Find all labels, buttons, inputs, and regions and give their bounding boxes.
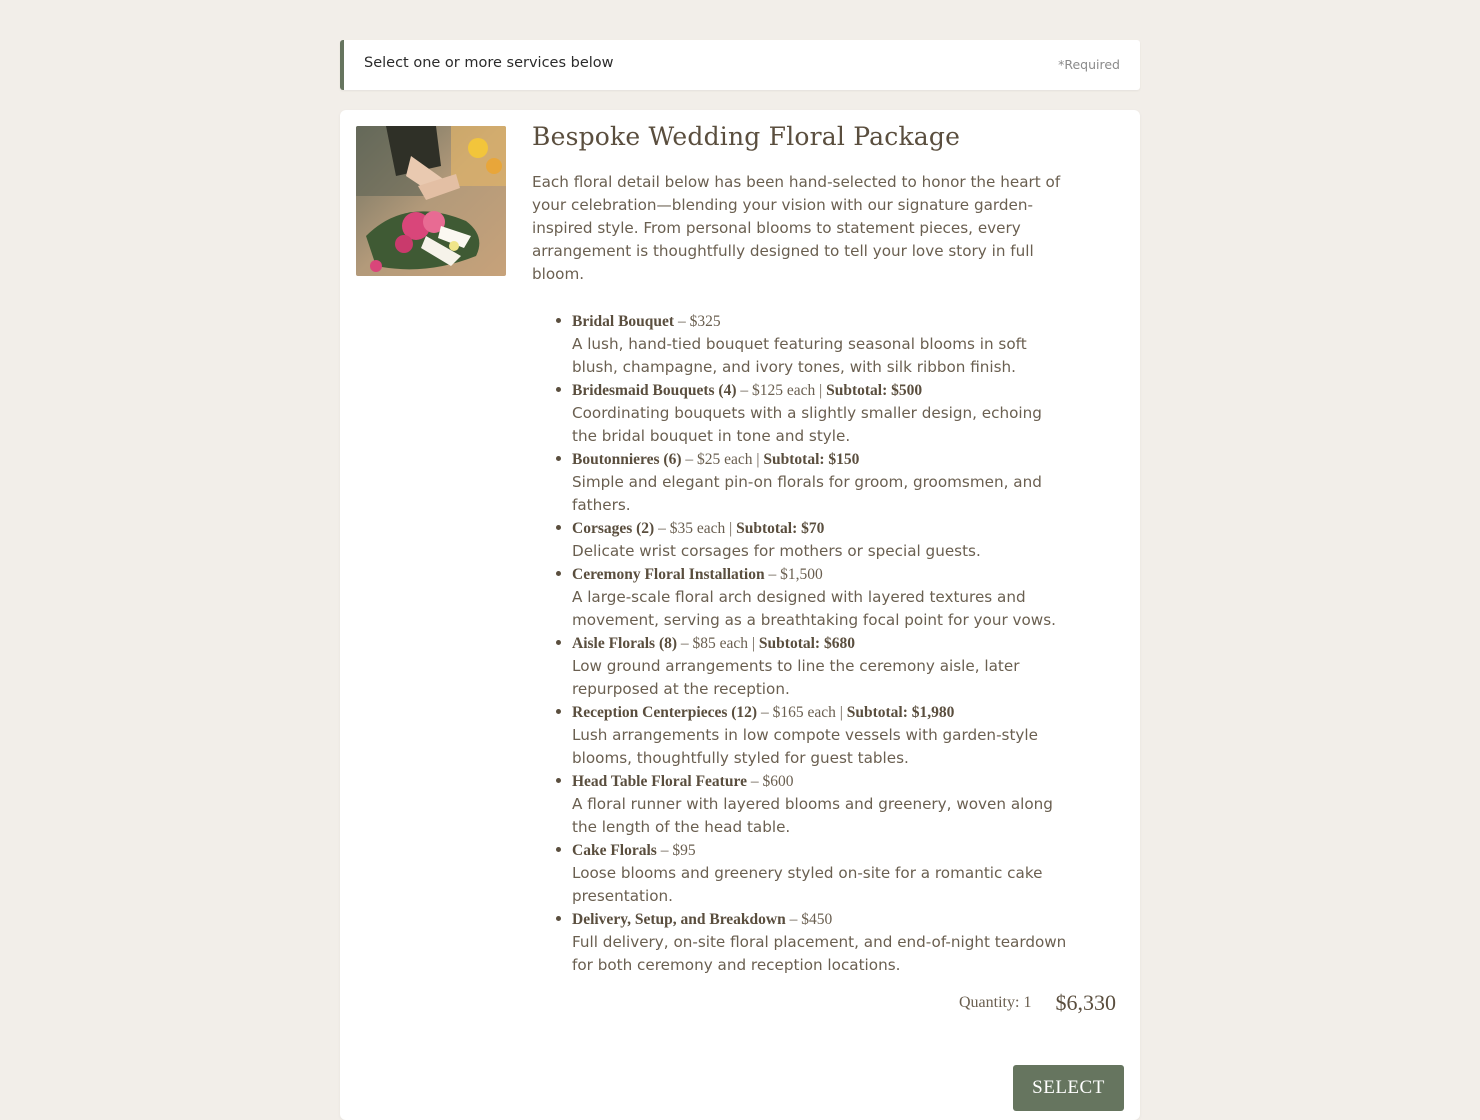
item-description: Loose blooms and greenery styled on-site for a romantic cake presentation. [572, 864, 1043, 905]
package-title: Bespoke Wedding Floral Package [532, 122, 961, 151]
item-description: Coordinating bouquets with a slightly smaller design, echoing the bridal bouquet in tone and style. [572, 404, 1042, 445]
required-label: *Required [1058, 57, 1120, 72]
banner-instruction-text: Select one or more services below [364, 55, 614, 71]
item-name: Corsages (2) [572, 520, 655, 537]
item-description: A floral runner with layered blooms and greenery, woven along the length of the head table. [572, 795, 1053, 836]
package-item [572, 448, 1067, 517]
item-name: Delivery, Setup, and Breakdown [572, 911, 786, 928]
package-item [572, 701, 1067, 770]
item-name: Reception Centerpieces (12) [572, 704, 758, 721]
florist-photo-illustration [356, 126, 506, 276]
item-name: Ceremony Floral Installation [572, 566, 765, 583]
item-price: – $35 each | [654, 520, 737, 537]
item-subtotal: Subtotal: $1,980 [846, 704, 955, 721]
package-total-price: $6,330 [1055, 990, 1116, 1015]
package-item [572, 632, 1067, 701]
item-subtotal: Subtotal: $500 [826, 382, 923, 399]
item-description: Simple and elegant pin-on florals for groom, groomsmen, and fathers. [572, 473, 1042, 514]
package-card [340, 110, 1140, 1120]
item-subtotal: Subtotal: $150 [763, 451, 860, 468]
item-subtotal: Subtotal: $680 [758, 635, 855, 652]
package-item [572, 908, 1067, 977]
package-item [572, 517, 1067, 563]
item-heading [572, 770, 1067, 793]
item-name: Head Table Floral Feature [572, 773, 747, 790]
item-subtotal: Subtotal: $70 [736, 520, 825, 537]
item-heading [572, 563, 1067, 586]
item-name: Aisle Florals (8) [572, 635, 678, 652]
item-price: – $95 [656, 842, 696, 859]
package-item [572, 563, 1067, 632]
item-description: Lush arrangements in low compote vessels with garden-style blooms, thoughtfully styled for guest tables. [572, 726, 1038, 767]
item-price: – $600 [746, 773, 794, 790]
item-description: A lush, hand-tied bouquet featuring seasonal blooms in soft blush, champagne, and ivory tones, with silk ribbon finish. [572, 335, 1027, 376]
package-item [572, 770, 1067, 839]
package-image [356, 126, 506, 276]
item-heading [572, 839, 1067, 862]
item-name: Bridal Bouquet [572, 313, 675, 330]
item-name: Bridesmaid Bouquets (4) [572, 382, 737, 399]
select-button[interactable]: SELECT [1013, 1065, 1124, 1111]
item-heading [572, 310, 1067, 333]
item-price: – $25 each | [681, 451, 764, 468]
item-description: Delicate wrist corsages for mothers or special guests. [572, 542, 981, 560]
services-instruction-banner [340, 40, 1140, 90]
item-heading [572, 908, 1067, 931]
package-items-list [572, 310, 1067, 977]
quantity-label: Quantity: 1 [959, 994, 1032, 1011]
item-description: Low ground arrangements to line the ceremony aisle, later repurposed at the reception. [572, 657, 1020, 698]
item-price: – $1,500 [764, 566, 823, 583]
item-name: Boutonnieres (6) [572, 451, 682, 468]
package-item [572, 310, 1067, 379]
item-name: Cake Florals [572, 842, 657, 859]
item-description: A large-scale floral arch designed with layered textures and movement, serving as a breathtaking focal point for your vows. [572, 588, 1056, 629]
item-price: – $85 each | [677, 635, 759, 652]
item-heading [572, 517, 1067, 540]
item-heading [572, 632, 1067, 655]
package-description: Each floral detail below has been hand-selected to honor the heart of your celebration—blending your vision with our signature garden-inspired style. From personal blooms to statement pieces, every arrangement is thoughtfully designed to tell your love story in full bloom. [532, 173, 1061, 283]
item-price: – $165 each | [757, 704, 847, 721]
package-item [572, 839, 1067, 908]
item-price: – $450 [785, 911, 833, 928]
item-heading [572, 379, 1067, 402]
item-price: – $325 [674, 313, 721, 330]
item-description: Full delivery, on-site floral placement, and end-of-night teardown for both ceremony and reception locations. [572, 933, 1067, 974]
item-heading [572, 701, 1067, 724]
item-price: – $125 each | [736, 382, 827, 399]
package-item [572, 379, 1067, 448]
item-heading [572, 448, 1067, 471]
